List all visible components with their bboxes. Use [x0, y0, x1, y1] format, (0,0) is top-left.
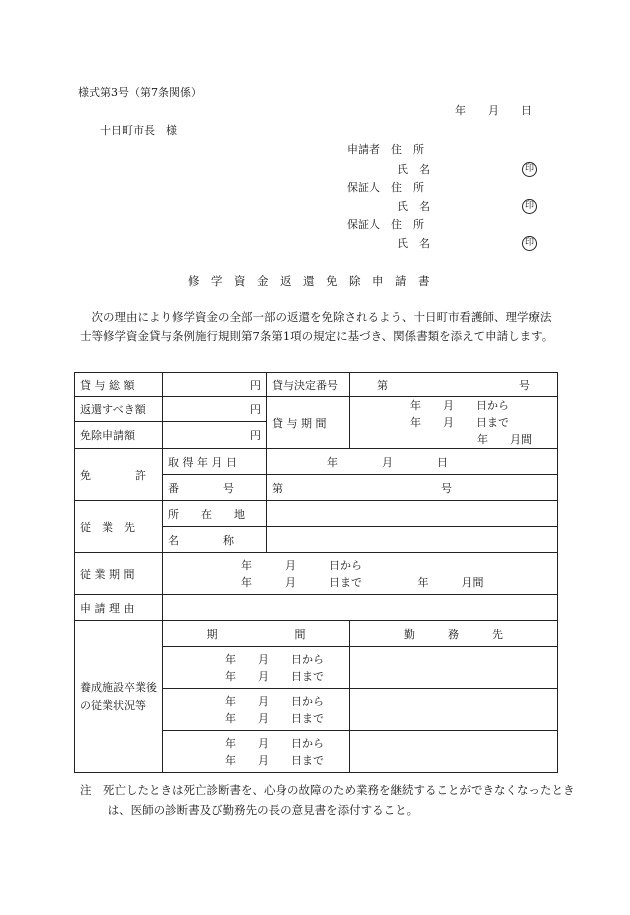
employer-address-field[interactable] — [267, 501, 558, 527]
reason-label: 申 請 理 由 — [75, 595, 163, 621]
employer-name-field[interactable] — [267, 527, 558, 553]
decision-number-label: 貸与決定番号 — [267, 373, 350, 397]
status-period-from: 年 月 日から — [225, 736, 324, 750]
loan-period-field[interactable] — [350, 397, 558, 449]
license-number-label: 番 号 — [163, 475, 267, 501]
body-text: 次の理由により修学資金の全部一部の返還を免除されるよう、十日町市看護師、理学療法士等修学資金貸与条例施行規則第7条第1項の規定に基づき、関係書類を添えて申請します。 — [80, 310, 554, 343]
guarantor2-name-label: 氏 名 — [397, 237, 430, 250]
acquired-date-field[interactable]: 年 月 日 — [267, 449, 558, 475]
reason-field[interactable] — [163, 595, 558, 621]
status-period-field[interactable] — [163, 689, 350, 731]
status-period-until: 年 月 日まで — [225, 711, 324, 725]
guarantor2-address-label: 保証人 住 所 — [347, 218, 424, 231]
status-period-until: 年 月 日まで — [225, 669, 324, 683]
loan-period-until: 年 月 日まで — [410, 416, 509, 429]
loan-total-label: 貸 与 総 額 — [75, 373, 163, 397]
dai-label: 第 — [272, 481, 283, 495]
date-line: 年 月 日 — [455, 104, 532, 117]
seal-icon: 印 — [522, 162, 537, 177]
seal-icon: 印 — [522, 199, 537, 214]
license-number-field[interactable] — [267, 475, 558, 501]
guarantor1-address-label: 保証人 住 所 — [347, 181, 424, 194]
loan-total-field[interactable] — [163, 373, 267, 397]
status-workplace-field[interactable] — [350, 689, 558, 731]
employment-from: 年 月 日から — [241, 558, 362, 572]
period-header: 期 間 — [163, 621, 350, 647]
employer-address-label: 所 在 地 — [163, 501, 267, 527]
status-workplace-field[interactable] — [350, 647, 558, 689]
employment-period-field[interactable] — [163, 553, 558, 595]
applicant-name-label: 氏 名 — [397, 163, 430, 176]
employer-label: 従 業 先 — [75, 501, 163, 553]
yen-label: 円 — [250, 378, 261, 392]
seal-icon: 印 — [522, 236, 537, 251]
status-period-field[interactable] — [163, 731, 350, 773]
loan-period-from: 年 月 日から — [410, 399, 509, 412]
status-period-from: 年 月 日から — [225, 652, 324, 666]
acquired-date-label: 取 得 年 月 日 — [163, 449, 267, 475]
loan-period-months: 年 月間 — [477, 433, 532, 446]
loan-period-label: 貸 与 期 間 — [267, 397, 350, 449]
repay-amount-field[interactable] — [163, 397, 267, 422]
status-period-until: 年 月 日まで — [225, 753, 324, 767]
repay-amount-label: 返還すべき額 — [75, 397, 163, 422]
yen-label: 円 — [250, 428, 261, 442]
guarantor1-name-label: 氏 名 — [397, 200, 430, 213]
employment-months: 年 月間 — [417, 575, 484, 589]
status-label: 養成施設卒業後の従業状況等 — [75, 621, 163, 773]
workplace-header: 勤 務 先 — [350, 621, 558, 647]
application-form-table — [74, 372, 558, 773]
employer-name-label: 名 称 — [163, 527, 267, 553]
status-workplace-field[interactable] — [350, 731, 558, 773]
dai-label: 第 — [377, 378, 388, 392]
status-period-field[interactable] — [163, 647, 350, 689]
document-title: 修 学 資 金 返 還 免 除 申 請 書 — [188, 274, 430, 288]
exempt-amount-label: 免除申請額 — [75, 421, 163, 448]
addressee: 十日町市長 様 — [100, 124, 177, 137]
employment-period-label: 従 業 期 間 — [75, 553, 163, 595]
form-number: 様式第3号（第7条関係） — [78, 86, 202, 99]
decision-number-field[interactable] — [350, 373, 558, 397]
gou-label: 号 — [441, 481, 452, 495]
employment-until: 年 月 日まで — [241, 575, 362, 589]
status-period-from: 年 月 日から — [225, 694, 324, 708]
license-label: 免 許 — [75, 449, 163, 501]
yen-label: 円 — [250, 402, 261, 416]
exempt-amount-field[interactable] — [163, 421, 267, 448]
footnote: 注 死亡したときは死亡診断書を、心身の故障のため業務を継続することができなくなったときは、医師の診断書及び勤務先の長の意見書を添付すること。 — [80, 783, 575, 817]
gou-label: 号 — [519, 378, 530, 392]
applicant-address-label: 申請者 住 所 — [347, 143, 424, 156]
